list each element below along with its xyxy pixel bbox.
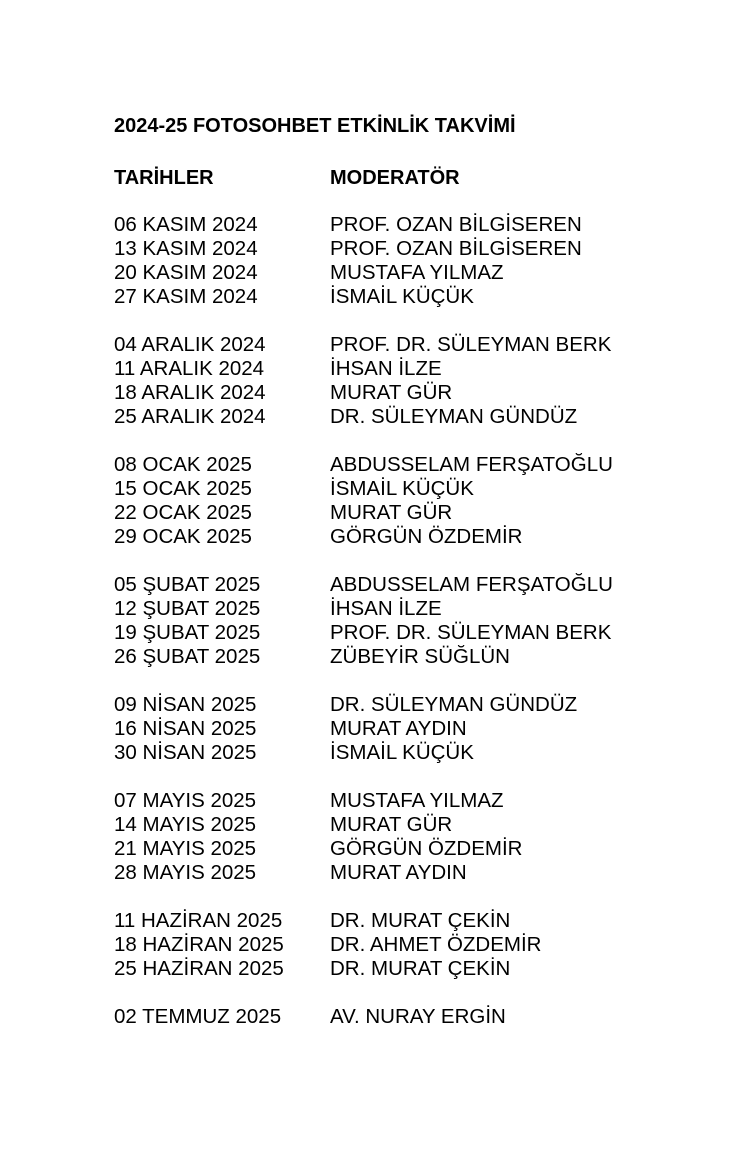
event-date: 25 HAZİRAN 2025 bbox=[114, 957, 284, 980]
event-moderator: İHSAN İLZE bbox=[330, 597, 442, 620]
event-date: 11 HAZİRAN 2025 bbox=[114, 909, 283, 932]
event-moderator: MUSTAFA YILMAZ bbox=[330, 789, 504, 812]
event-moderator: PROF. DR. SÜLEYMAN BERK bbox=[330, 333, 612, 356]
event-date: 18 HAZİRAN 2025 bbox=[114, 933, 284, 956]
month-group bbox=[114, 693, 714, 765]
schedule-row bbox=[114, 717, 714, 741]
event-moderator: ZÜBEYİR SÜĞLÜN bbox=[330, 645, 510, 668]
event-moderator: MURAT GÜR bbox=[330, 813, 453, 836]
month-group bbox=[114, 333, 714, 429]
event-moderator: GÖRGÜN ÖZDEMİR bbox=[330, 837, 523, 860]
event-moderator: DR. AHMET ÖZDEMİR bbox=[330, 933, 542, 956]
event-date: 28 MAYIS 2025 bbox=[114, 861, 257, 884]
schedule-groups bbox=[114, 213, 714, 1029]
event-date: 06 KASIM 2024 bbox=[114, 213, 258, 236]
event-moderator: İSMAİL KÜÇÜK bbox=[330, 741, 474, 764]
schedule-row bbox=[114, 213, 714, 237]
schedule-row bbox=[114, 381, 714, 405]
event-date: 20 KASIM 2024 bbox=[114, 261, 258, 284]
event-date: 11 ARALIK 2024 bbox=[114, 357, 265, 380]
month-group bbox=[114, 909, 714, 981]
event-moderator: DR. MURAT ÇEKİN bbox=[330, 957, 511, 980]
event-moderator: MURAT GÜR bbox=[330, 381, 453, 404]
event-moderator: PROF. OZAN BİLGİSEREN bbox=[330, 213, 582, 236]
schedule-row bbox=[114, 693, 714, 717]
month-group bbox=[114, 213, 714, 309]
event-date: 15 OCAK 2025 bbox=[114, 477, 252, 500]
event-date: 19 ŞUBAT 2025 bbox=[114, 621, 261, 644]
schedule-row bbox=[114, 909, 714, 933]
schedule-row bbox=[114, 813, 714, 837]
event-date: 22 OCAK 2025 bbox=[114, 501, 252, 524]
event-date: 07 MAYIS 2025 bbox=[114, 789, 257, 812]
event-date: 29 OCAK 2025 bbox=[114, 525, 252, 548]
event-date: 16 NİSAN 2025 bbox=[114, 717, 257, 740]
event-moderator: MURAT AYDIN bbox=[330, 861, 467, 884]
event-date: 14 MAYIS 2025 bbox=[114, 813, 257, 836]
event-date: 18 ARALIK 2024 bbox=[114, 381, 266, 404]
month-group bbox=[114, 573, 714, 669]
event-moderator: DR. SÜLEYMAN GÜNDÜZ bbox=[330, 405, 578, 428]
event-date: 27 KASIM 2024 bbox=[114, 285, 258, 308]
event-moderator: PROF. OZAN BİLGİSEREN bbox=[330, 237, 582, 260]
schedule-row bbox=[114, 333, 714, 357]
schedule-row bbox=[114, 453, 714, 477]
event-date: 05 ŞUBAT 2025 bbox=[114, 573, 261, 596]
event-date: 12 ŞUBAT 2025 bbox=[114, 597, 261, 620]
schedule-row bbox=[114, 405, 714, 429]
event-date: 08 OCAK 2025 bbox=[114, 453, 252, 476]
schedule-document bbox=[114, 113, 714, 1053]
schedule-row bbox=[114, 1005, 714, 1029]
event-date: 26 ŞUBAT 2025 bbox=[114, 645, 261, 668]
month-group bbox=[114, 1005, 714, 1029]
schedule-row bbox=[114, 237, 714, 261]
schedule-row bbox=[114, 861, 714, 885]
column-headers bbox=[114, 165, 714, 191]
event-moderator: İHSAN İLZE bbox=[330, 357, 442, 380]
event-moderator: ABDUSSELAM FERŞATOĞLU bbox=[330, 573, 613, 596]
month-group bbox=[114, 789, 714, 885]
schedule-row bbox=[114, 621, 714, 645]
event-moderator: İSMAİL KÜÇÜK bbox=[330, 477, 474, 500]
event-moderator: İSMAİL KÜÇÜK bbox=[330, 285, 474, 308]
event-date: 04 ARALIK 2024 bbox=[114, 333, 266, 356]
event-date: 30 NİSAN 2025 bbox=[114, 741, 257, 764]
schedule-row bbox=[114, 525, 714, 549]
moderator-header: MODERATÖR bbox=[330, 167, 460, 189]
event-moderator: DR. SÜLEYMAN GÜNDÜZ bbox=[330, 693, 578, 716]
schedule-row bbox=[114, 789, 714, 813]
schedule-row bbox=[114, 597, 714, 621]
dates-header: TARİHLER bbox=[114, 167, 214, 189]
schedule-row bbox=[114, 477, 714, 501]
schedule-row bbox=[114, 933, 714, 957]
event-date: 09 NİSAN 2025 bbox=[114, 693, 257, 716]
event-moderator: MUSTAFA YILMAZ bbox=[330, 261, 504, 284]
event-moderator: GÖRGÜN ÖZDEMİR bbox=[330, 525, 523, 548]
event-date: 25 ARALIK 2024 bbox=[114, 405, 266, 428]
schedule-row bbox=[114, 285, 714, 309]
schedule-row bbox=[114, 573, 714, 597]
schedule-row bbox=[114, 645, 714, 669]
month-group bbox=[114, 453, 714, 549]
event-moderator: ABDUSSELAM FERŞATOĞLU bbox=[330, 453, 613, 476]
schedule-row bbox=[114, 501, 714, 525]
schedule-row bbox=[114, 261, 714, 285]
event-moderator: AV. NURAY ERGİN bbox=[330, 1005, 506, 1028]
event-moderator: PROF. DR. SÜLEYMAN BERK bbox=[330, 621, 612, 644]
event-date: 13 KASIM 2024 bbox=[114, 237, 258, 260]
event-moderator: DR. MURAT ÇEKİN bbox=[330, 909, 511, 932]
event-date: 21 MAYIS 2025 bbox=[114, 837, 257, 860]
schedule-row bbox=[114, 837, 714, 861]
document-title: 2024-25 FOTOSOHBET ETKİNLİK TAKVİMİ bbox=[114, 115, 516, 137]
schedule-row bbox=[114, 957, 714, 981]
schedule-row bbox=[114, 357, 714, 381]
event-moderator: MURAT AYDIN bbox=[330, 717, 467, 740]
event-moderator: MURAT GÜR bbox=[330, 501, 453, 524]
schedule-row bbox=[114, 741, 714, 765]
event-date: 02 TEMMUZ 2025 bbox=[114, 1005, 282, 1028]
